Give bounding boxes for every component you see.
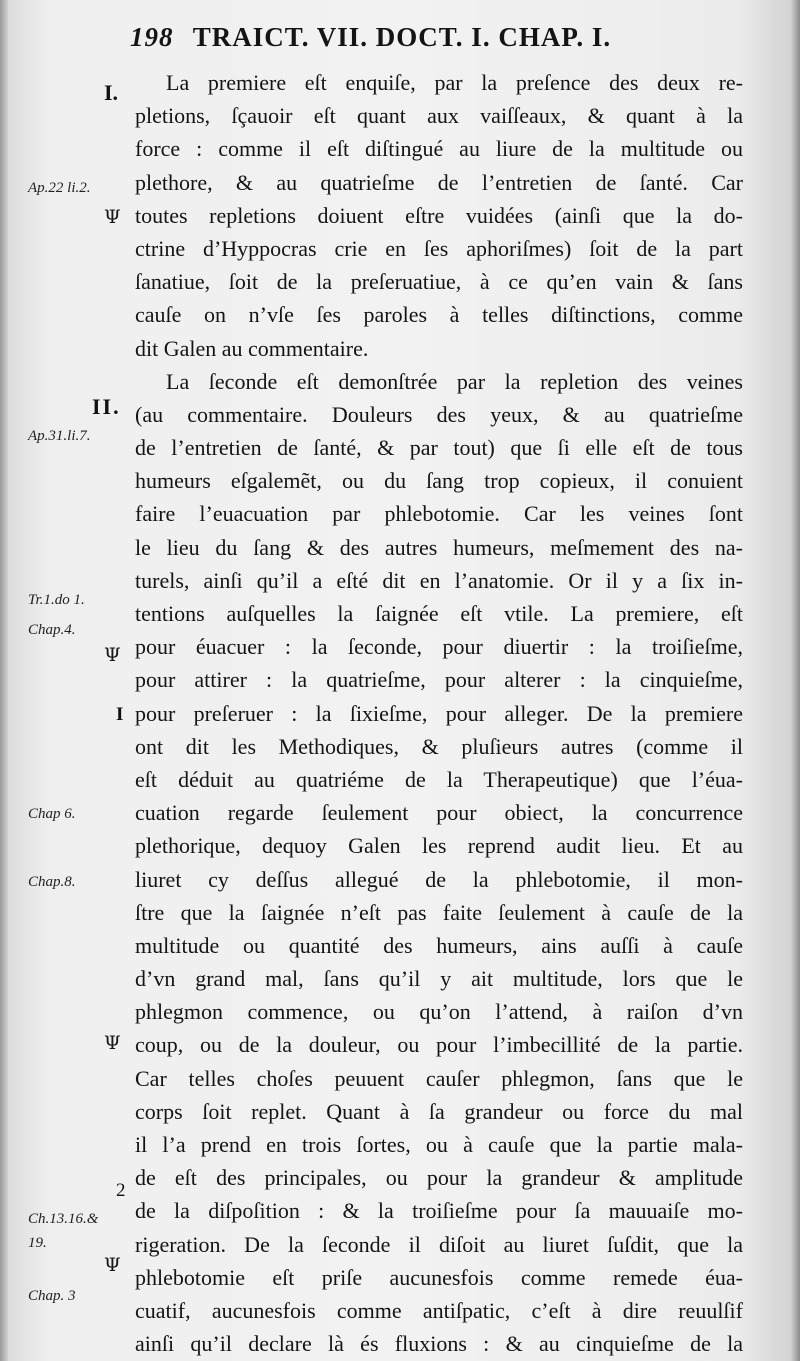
text-line: phlebotomie eſt priſe aucunesfois comme remede éua- bbox=[135, 1264, 743, 1290]
text-line: ſtre que la ſaignée n’eſt pas faite ſeulement à cauſe de la bbox=[135, 899, 743, 925]
text-line: humeurs eſgalemẽt, ou du ſang trop copieux, il conuient bbox=[135, 468, 743, 494]
text-line: pour preſeruer : la ſixieſme, pour alleger. De la premiere bbox=[135, 700, 743, 726]
psi-symbol-4: Ψ bbox=[104, 1254, 121, 1276]
text-line: dit Galen au commentaire. bbox=[135, 335, 369, 361]
text-line: La premiere eſt enquiſe, par la preſence des deux re- bbox=[166, 70, 743, 95]
text-line: coup, ou de la douleur, ou pour l’imbecillité de la partie. bbox=[135, 1032, 743, 1058]
text-line: il l’a prend en trois ſortes, ou à cauſe que la partie mala- bbox=[135, 1132, 743, 1157]
text-line: cuation regarde ſeulement pour obiect, la concurrence bbox=[135, 800, 743, 826]
section-marker-1: I. bbox=[104, 80, 119, 105]
running-title: TRAICT. VII. DOCT. I. CHAP. I. bbox=[192, 22, 612, 52]
page-edge bbox=[790, 0, 800, 1361]
text-line: (au commentaire. Douleurs des yeux, & au quatrieſme bbox=[135, 401, 743, 427]
text-line: toutes repletions doiuent eſtre vuidées (ainſi que la do- bbox=[135, 202, 743, 228]
psi-symbol-3: Ψ bbox=[104, 1032, 121, 1054]
psi-symbol-2: Ψ bbox=[104, 644, 121, 666]
margin-ref-19: 19. bbox=[28, 1235, 47, 1251]
text-line: ont dit les Methodiques, & pluſieurs autres (comme il bbox=[135, 733, 743, 759]
margin-ref-ch13: Ch.13.16.& bbox=[28, 1211, 99, 1227]
text-line: le lieu du ſang & des autres humeurs, meſmement des na- bbox=[135, 534, 743, 560]
margin-ref-ap22: Ap.22 li.2. bbox=[28, 180, 91, 196]
text-line: de eſt des principales, ou pour la grandeur & amplitude bbox=[135, 1165, 743, 1191]
running-header bbox=[130, 22, 750, 53]
margin-ref-chap8: Chap.8. bbox=[28, 874, 76, 890]
text-line: pour attirer : la quatrieſme, pour alterer : la cinquieſme, bbox=[135, 667, 743, 693]
text-line: ainſi qu’il declare là és fluxions : & au cinquieſme de la bbox=[135, 1331, 743, 1357]
text-line: tentions auſquelles la ſaignée eſt vtile. La premiere, eſt bbox=[135, 601, 743, 626]
item-marker-2: 2 bbox=[116, 1180, 126, 1201]
text-line: plethore, & au quatrieſme de l’entretien de ſanté. Car bbox=[135, 169, 743, 195]
text-line: faire l’euacuation par phlebotomie. Car les veines ſont bbox=[135, 501, 743, 527]
margin-ref-ap31: Ap.31.li.7. bbox=[28, 428, 91, 444]
text-line: Car telles choſes peuuent cauſer phlegmon, ſans que le bbox=[135, 1065, 743, 1091]
text-line: ctrine d’Hyppocras crie en ſes aphoriſmes) ſoit de la part bbox=[135, 235, 743, 261]
text-line: phlegmon commence, ou qu’on l’attend, à raiſon d’vn bbox=[135, 999, 743, 1025]
text-line: turels, ainſi qu’il a eſté dit en l’anatomie. Or il y a ſix in- bbox=[135, 567, 743, 593]
margin-ref-chap4: Chap.4. bbox=[28, 622, 76, 638]
text-line: eſt déduit au quatriéme de la Therapeutique) que l’éua- bbox=[135, 766, 743, 792]
text-line: de l’entretien de ſanté, & par tout) que ſi elle eſt de tous bbox=[135, 435, 743, 461]
item-marker-1: I bbox=[116, 704, 124, 725]
text-line: d’vn grand mal, ſans qu’il y ait multitude, lors que le bbox=[135, 966, 743, 992]
text-line: force : comme il eſt diſtingué au liure de la multitude ou bbox=[135, 136, 743, 162]
page-gutter bbox=[0, 0, 8, 1361]
text-line: liuret cy deſſus allegué de la phlebotomie, il mon- bbox=[135, 866, 743, 892]
text-line: corps ſoit replet. Quant à ſa grandeur ou force du mal bbox=[135, 1098, 743, 1124]
margin-ref-chap3: Chap. 3 bbox=[28, 1288, 76, 1304]
text-line: plethorique, dequoy Galen les reprend audit lieu. Et au bbox=[135, 833, 743, 859]
text-line: rigeration. De la ſeconde il diſoit au liuret ſuſdit, que la bbox=[135, 1231, 743, 1257]
text-line: ſanatiue, ſoit de la preſeruatiue, à ce qu’en vain & ſans bbox=[135, 269, 743, 295]
psi-symbol-1: Ψ bbox=[104, 206, 121, 228]
text-line: pour éuacuer : la ſeconde, pour diuertir : la troiſieſme, bbox=[135, 634, 743, 660]
text-line: multitude ou quantité des humeurs, ains auſſi à cauſe bbox=[135, 932, 743, 958]
text-line: cuatif, aucunesfois comme antiſpatic, c’eſt à dire reuulſif bbox=[135, 1297, 743, 1323]
section-marker-2: II. bbox=[92, 394, 121, 419]
page-number: 198 bbox=[130, 22, 174, 52]
text-line: La ſeconde eſt demonſtrée par la repletion des veines bbox=[166, 368, 743, 394]
text-line: de la diſpoſition : & la troiſieſme pour ſa mauuaiſe mo- bbox=[135, 1198, 743, 1224]
margin-ref-chap6: Chap 6. bbox=[28, 806, 76, 822]
margin-ref-tr1: Tr.1.do 1. bbox=[28, 592, 85, 608]
text-line: pletions, ſçauoir eſt quant aux vaiſſeaux, & quant à la bbox=[135, 103, 743, 129]
text-line: cauſe on n’vſe ſes paroles à telles diſtinctions, comme bbox=[135, 302, 743, 328]
main-text bbox=[135, 66, 743, 1360]
